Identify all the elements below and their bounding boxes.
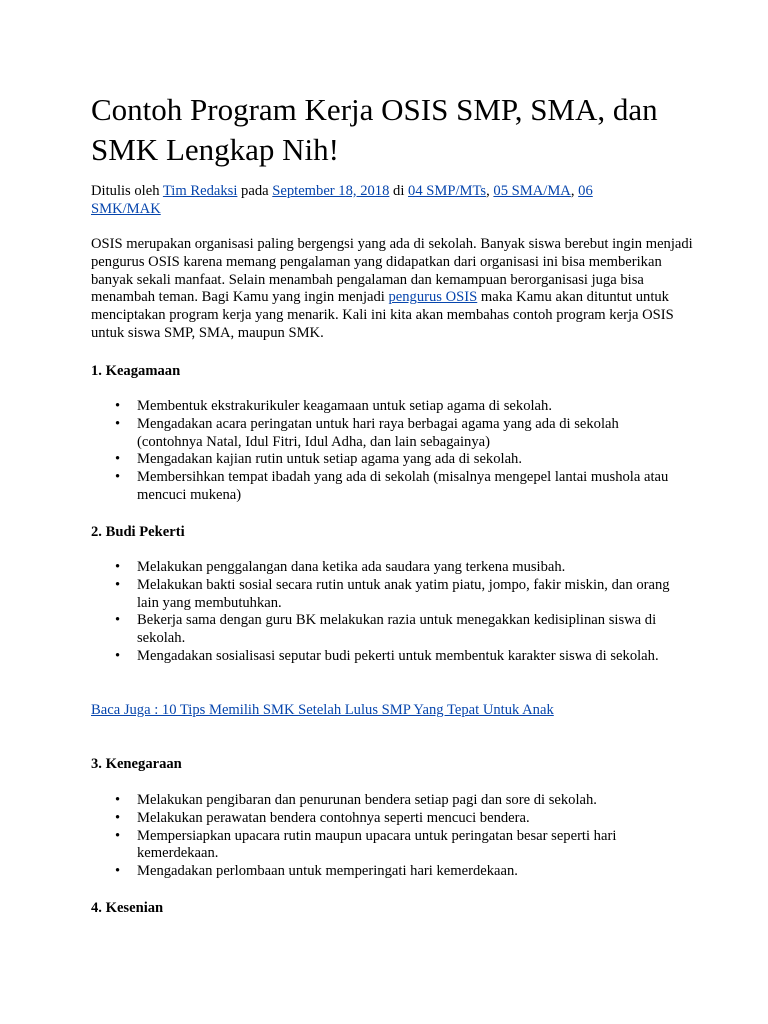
bullet-icon: • — [115, 451, 121, 468]
bullet-icon: • — [115, 415, 121, 432]
list-item — [91, 416, 681, 452]
list-item-text: Membentuk ekstrakurikuler keagamaan untuk setiap agama di sekolah. — [137, 398, 552, 414]
list-item — [91, 648, 681, 666]
bullet-icon: • — [115, 469, 121, 486]
date-link[interactable]: September 18, 2018 — [272, 183, 390, 199]
list-item — [91, 559, 681, 577]
list-item-text: Melakukan bakti sosial secara rutin untuk anak yatim piatu, jompo, fakir miskin, dan orang lain yang membutuhkan. — [137, 576, 670, 611]
section-list-keagamaan — [91, 398, 681, 505]
intro-text-part1: OSIS merupakan organisasi paling bergengsi yang ada di sekolah. Banyak siswa berebut ingin menjadi pengurus OSIS karena memang pengalaman yang didapatkan dari organisasi ini bisa memberikan banyak sekali manfaat. Selain menambah pengalaman dan kemampuan berorganisasi juga bisa menambah teman. Bagi Kamu yang ingin menjadi — [91, 236, 693, 306]
intro-text-part2: maka Kamu akan dituntut untuk menciptakan program kerja yang menarik. Kali ini kita akan membahas contoh program kerja OSIS untuk siswa SMP, SMA, maupun SMK. — [91, 289, 674, 341]
section-list-kenegaraan — [91, 792, 681, 881]
bullet-icon: • — [115, 612, 121, 629]
read-also-link[interactable]: Baca Juga : 10 Tips Memilih SMK Setelah Lulus SMP Yang Tepat Untuk Anak — [91, 702, 554, 718]
section-heading-budi-pekerti: 2. Budi Pekerti — [91, 524, 185, 540]
bullet-icon: • — [115, 863, 121, 880]
bullet-icon: • — [115, 792, 121, 808]
category-separator: , — [486, 183, 494, 199]
list-item — [91, 451, 681, 469]
list-item — [91, 398, 681, 416]
pengurus-osis-link[interactable]: pengurus OSIS — [388, 289, 478, 306]
list-item-text: Mengadakan sosialisasi seputar budi pekerti untuk membentuk karakter siswa di sekolah. — [137, 647, 659, 664]
category-prefix: di — [389, 183, 409, 199]
list-item — [91, 612, 681, 648]
section-heading-keagamaan: 1. Keagamaan — [91, 363, 181, 379]
list-item-text: Membersihkan tempat ibadah yang ada di sekolah (misalnya mengepel lantai mushola atau mencuci mukena) — [137, 469, 669, 503]
list-item — [91, 810, 681, 828]
list-item-text: Melakukan pengibaran dan penurunan bendera setiap pagi dan sore di sekolah. — [137, 792, 597, 808]
written-by-label: Ditulis oleh — [91, 183, 163, 199]
article-meta — [91, 183, 631, 219]
intro-paragraph — [91, 236, 696, 343]
list-item — [91, 863, 681, 881]
list-item-text: Mempersiapkan upacara rutin maupun upacara untuk peringatan besar seperti hari kemerdekaan. — [137, 827, 617, 862]
list-item-text: Mengadakan perlombaan untuk memperingati hari kemerdekaan. — [137, 863, 518, 880]
list-item — [91, 828, 681, 864]
list-item-text: Mengadakan acara peringatan untuk hari raya berbagai agama yang ada di sekolah (contohnya Natal, Idul Fitri, Idul Adha, dan lain sebagainya) — [137, 415, 619, 450]
bullet-icon: • — [115, 398, 121, 414]
article-title: Contoh Program Kerja OSIS SMP, SMA, dan SMK Lengkap Nih! — [91, 92, 658, 167]
bullet-icon: • — [115, 827, 121, 844]
list-item — [91, 577, 681, 613]
list-item — [91, 469, 681, 505]
bullet-icon: • — [115, 576, 121, 593]
list-item-text: Melakukan perawatan bendera contohnya seperti mencuci bendera. — [137, 809, 530, 826]
read-also-container — [91, 702, 691, 720]
category-link-smk[interactable]: 06 SMK/MAK — [91, 183, 593, 217]
list-item — [91, 792, 681, 810]
list-item-text: Bekerja sama dengan guru BK melakukan razia untuk menegakkan kedisiplinan siswa di sekolah. — [137, 612, 657, 647]
list-item-text: Mengadakan kajian rutin untuk setiap agama yang ada di sekolah. — [137, 451, 522, 468]
bullet-icon: • — [115, 559, 121, 575]
category-separator: , — [570, 183, 579, 199]
section-heading-kenegaraan: 3. Kenegaraan — [91, 756, 182, 772]
bullet-icon: • — [115, 809, 121, 826]
category-link-sma[interactable]: 05 SMA/MA — [493, 183, 571, 199]
category-link-smp[interactable]: 04 SMP/MTs — [408, 183, 487, 199]
date-prefix: pada — [237, 183, 273, 199]
section-heading-kesenian: 4. Kesenian — [91, 900, 164, 916]
list-item-text: Melakukan penggalangan dana ketika ada saudara yang terkena musibah. — [137, 559, 566, 575]
author-link[interactable]: Tim Redaksi — [162, 183, 238, 199]
bullet-icon: • — [115, 647, 121, 664]
section-list-budi-pekerti — [91, 559, 681, 666]
